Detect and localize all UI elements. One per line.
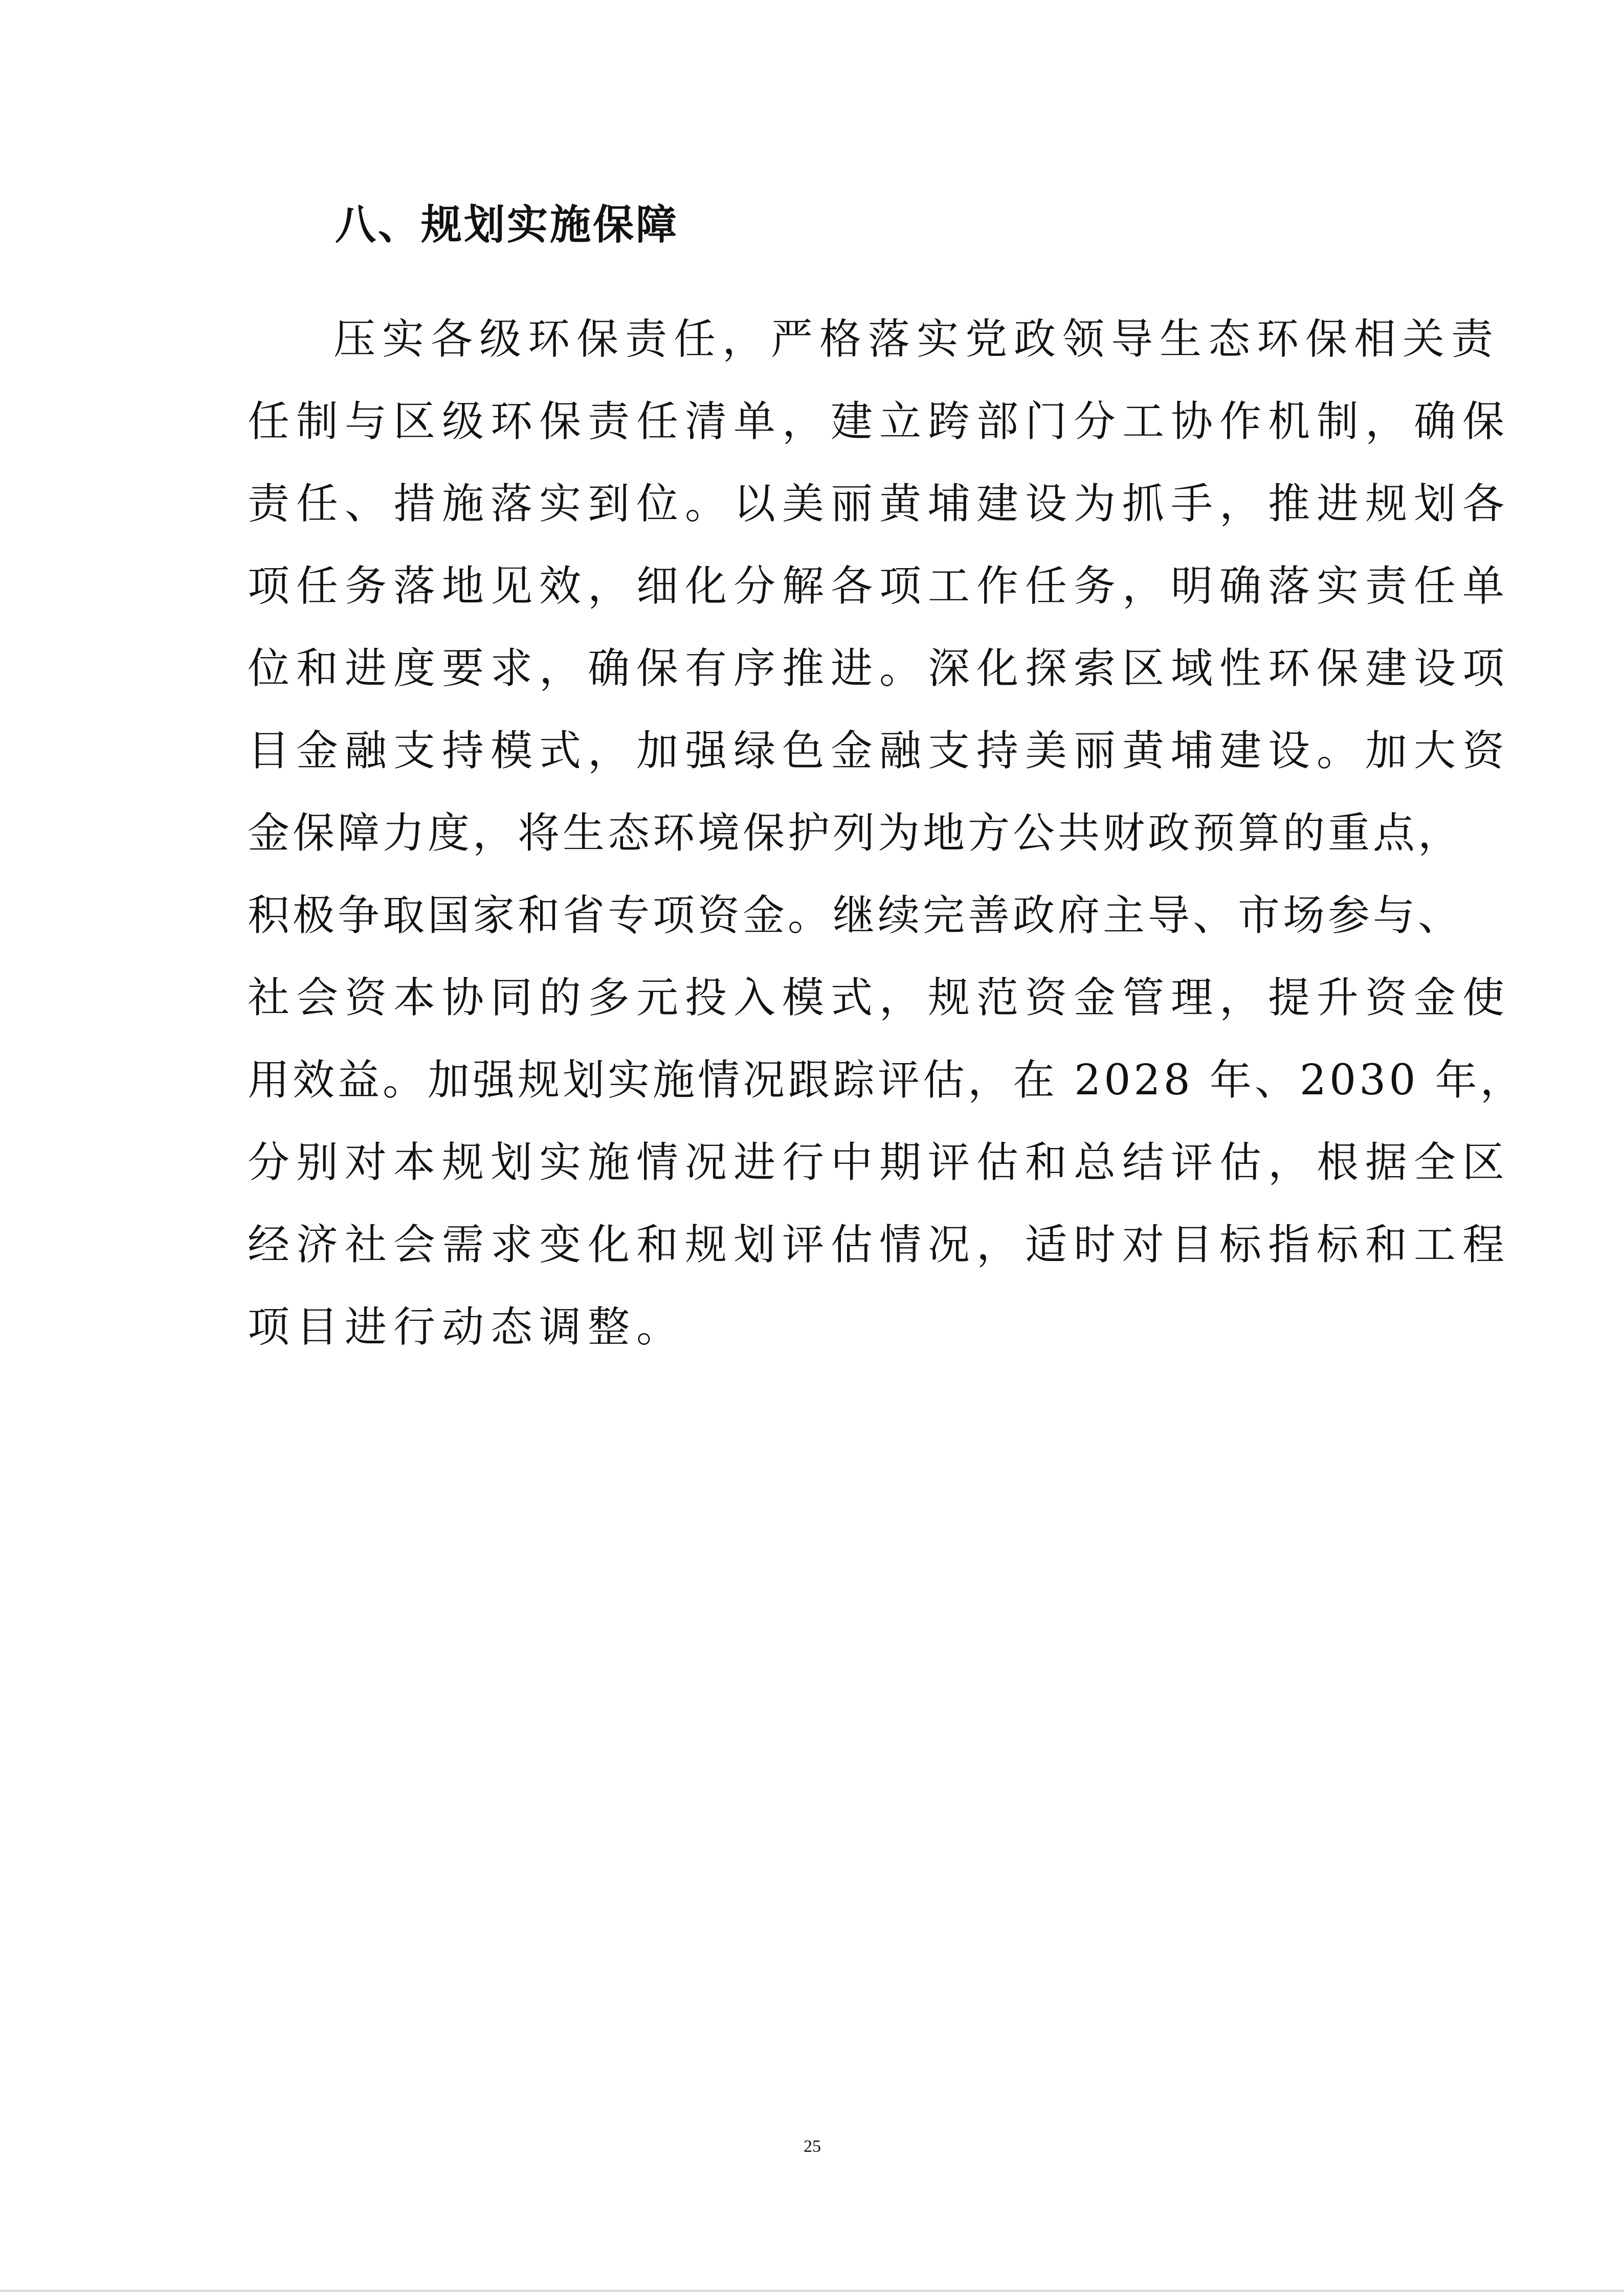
paragraph-line: 目金融支持模式，加强绿色金融支持美丽黄埔建设。加大资	[248, 727, 1511, 775]
paragraph-line: 项任务落地见效，细化分解各项工作任务，明确落实责任单	[248, 562, 1511, 611]
section-heading: 八、规划实施保障	[335, 201, 679, 249]
paragraph-line: 积极争取国家和省专项资金。继续完善政府主导、市场参与、	[248, 891, 1463, 940]
body-paragraph	[248, 298, 1525, 1368]
paragraph-line: 位和进度要求，确保有序推进。深化探索区域性环保建设项	[248, 644, 1511, 693]
paragraph-line: 用效益。加强规划实施情况跟踪评估，在 2028 年、2030 年，	[248, 1056, 1525, 1105]
paragraph-line: 分别对本规划实施情况进行中期评估和总结评估，根据全区	[248, 1138, 1511, 1187]
paragraph-line: 社会资本协同的多元投入模式，规范资金管理，提升资金使	[248, 974, 1511, 1022]
paragraph-line: 项目进行动态调整。	[248, 1303, 685, 1352]
page-bottom-edge	[0, 2290, 1624, 2292]
paragraph-line: 经济社会需求变化和规划评估情况，适时对目标指标和工程	[248, 1221, 1511, 1269]
paragraph-line: 金保障力度，将生态环境保护列为地方公共财政预算的重点，	[248, 809, 1463, 858]
paragraph-line: 压实各级环保责任，严格落实党政领导生态环保相关责	[333, 315, 1500, 364]
page-number: 25	[804, 2137, 821, 2156]
paragraph-line: 责任、措施落实到位。以美丽黄埔建设为抓手，推进规划各	[248, 480, 1511, 528]
paragraph-line: 任制与区级环保责任清单，建立跨部门分工协作机制，确保	[248, 397, 1511, 446]
